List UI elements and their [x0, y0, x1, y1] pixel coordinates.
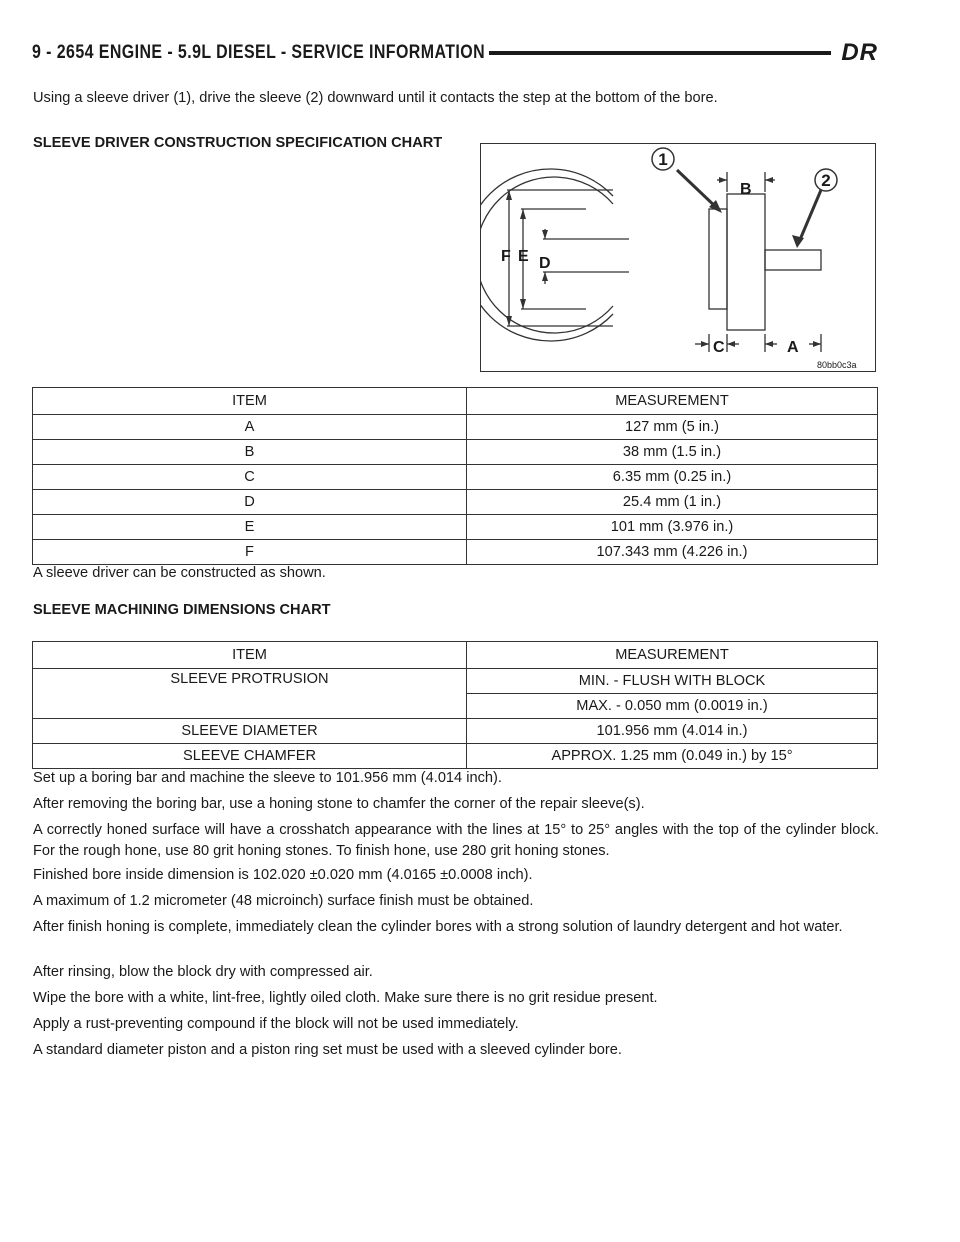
column-header-item: ITEM	[33, 388, 467, 415]
measurement-cell: 38 mm (1.5 in.)	[467, 440, 878, 465]
callout-1-label: 1	[658, 150, 668, 169]
item-cell: A	[33, 415, 467, 440]
table-row	[33, 540, 878, 565]
table-row	[33, 719, 878, 744]
sleeve-driver-diagram	[481, 144, 875, 371]
measurement-cell: MAX. - 0.050 mm (0.0019 in.)	[467, 694, 878, 719]
measurement-cell: 107.343 mm (4.226 in.)	[467, 540, 878, 565]
dim-label-a: A	[787, 339, 799, 356]
item-cell: C	[33, 465, 467, 490]
step-paragraph: A correctly honed surface will have a crosshatch appearance with the lines at 15° to 25° angles with the top of the cylinder block. For the rough hone, use 80 grit honing stones. To finish hone, use 280 grit honing stones.	[33, 822, 879, 859]
step-paragraph: Wipe the bore with a white, lint-free, lightly oiled cloth. Make sure there is no grit residue present.	[33, 990, 658, 1006]
machining-chart-heading: SLEEVE MACHINING DIMENSIONS CHART	[33, 602, 331, 618]
table-row	[33, 415, 878, 440]
item-cell: B	[33, 440, 467, 465]
measurement-cell: 101 mm (3.976 in.)	[467, 515, 878, 540]
column-header-measurement: MEASUREMENT	[467, 642, 878, 669]
dim-label-c: C	[713, 339, 725, 356]
machining-spec-table	[32, 641, 878, 769]
figure-id: 80bb0c3a	[817, 360, 857, 370]
step-paragraph: Apply a rust-preventing compound if the block will not be used immediately.	[33, 1016, 519, 1032]
measurement-cell: MIN. - FLUSH WITH BLOCK	[467, 669, 878, 694]
item-cell: E	[33, 515, 467, 540]
measurement-cell: 25.4 mm (1 in.)	[467, 490, 878, 515]
column-header-measurement: MEASUREMENT	[467, 388, 878, 415]
measurement-cell: APPROX. 1.25 mm (0.049 in.) by 15°	[467, 744, 878, 769]
item-cell: D	[33, 490, 467, 515]
column-header-item: ITEM	[33, 642, 467, 669]
measurement-cell: 101.956 mm (4.014 in.)	[467, 719, 878, 744]
table-row	[33, 465, 878, 490]
step-paragraph: Finished bore inside dimension is 102.020 ±0.020 mm (4.0165 ±0.0008 inch).	[33, 867, 533, 883]
item-cell: SLEEVE PROTRUSION	[33, 669, 467, 719]
step-paragraph: After finish honing is complete, immediately clean the cylinder bores with a strong solution of laundry detergent and hot water.	[33, 919, 843, 935]
item-cell: F	[33, 540, 467, 565]
sleeve-driver-figure	[480, 143, 876, 372]
dim-label-d: D	[539, 255, 551, 272]
measurement-cell: 127 mm (5 in.)	[467, 415, 878, 440]
driver-caption: A sleeve driver can be constructed as shown.	[33, 565, 326, 581]
page-title: 9 - 2654 ENGINE - 5.9L DIESEL - SERVICE INFORMATION	[32, 42, 486, 63]
step-paragraph: A maximum of 1.2 micrometer (48 microinch) surface finish must be obtained.	[33, 893, 534, 909]
driver-chart-heading: SLEEVE DRIVER CONSTRUCTION SPECIFICATION CHART	[33, 135, 443, 151]
step-paragraph: Set up a boring bar and machine the sleeve to 101.956 mm (4.014 inch).	[33, 770, 502, 786]
table-header-row	[33, 388, 878, 415]
table-row	[33, 440, 878, 465]
table-header-row	[33, 642, 878, 669]
step-paragraph: After removing the boring bar, use a honing stone to chamfer the corner of the repair sleeve(s).	[33, 796, 645, 812]
measurement-cell: 6.35 mm (0.25 in.)	[467, 465, 878, 490]
intro-paragraph: Using a sleeve driver (1), drive the sleeve (2) downward until it contacts the step at the bottom of the bore.	[33, 90, 718, 106]
driver-spec-table	[32, 387, 878, 565]
step-paragraph: After rinsing, blow the block dry with compressed air.	[33, 964, 373, 980]
header-rule	[489, 51, 831, 55]
callout-2-label: 2	[821, 171, 831, 190]
table-row	[33, 669, 878, 694]
table-row	[33, 490, 878, 515]
page-header	[32, 36, 878, 70]
table-row	[33, 515, 878, 540]
table-row	[33, 744, 878, 769]
item-cell: SLEEVE DIAMETER	[33, 719, 467, 744]
section-code: DR	[841, 39, 878, 66]
item-cell: SLEEVE CHAMFER	[33, 744, 467, 769]
step-paragraph: A standard diameter piston and a piston ring set must be used with a sleeved cylinder bore.	[33, 1042, 622, 1058]
dim-label-e: E	[518, 248, 529, 265]
dim-label-f: F	[501, 248, 511, 265]
dim-label-b: B	[740, 181, 752, 198]
